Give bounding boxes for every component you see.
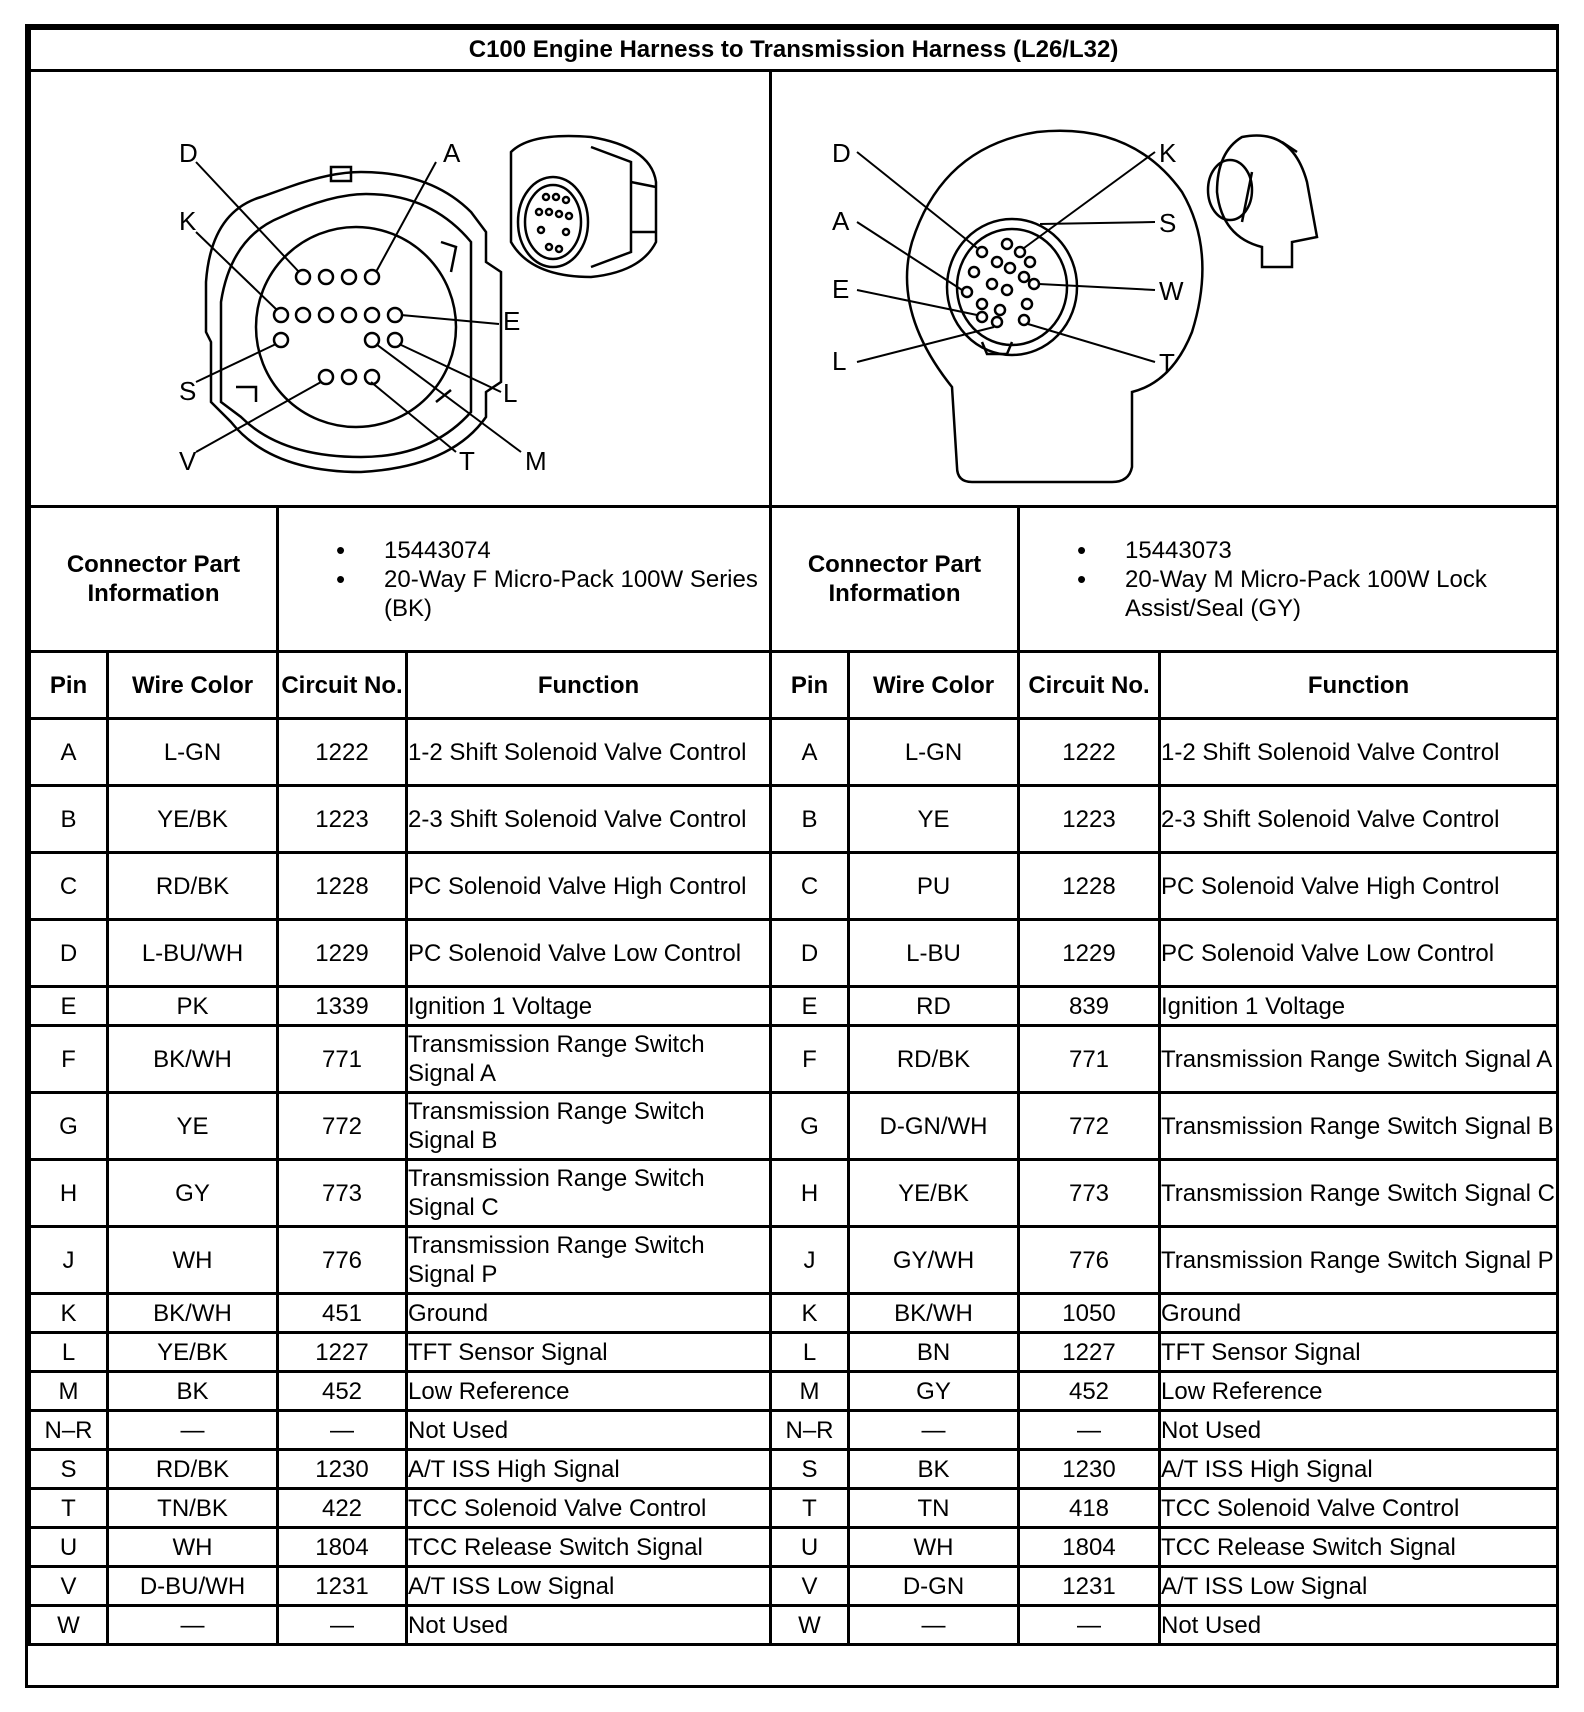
- part-description: • 20-Way F Micro-Pack 100W Series (BK): [279, 565, 769, 623]
- right-connector-drawing: [772, 72, 1559, 505]
- function-cell: Transmission Range Switch Signal A: [1160, 1026, 1558, 1093]
- function-cell: TCC Solenoid Valve Control: [407, 1489, 771, 1528]
- left-part-info-label: Connector Part Information: [30, 507, 278, 652]
- circuit-no-cell: 1231: [278, 1567, 407, 1606]
- function-cell: PC Solenoid Valve High Control: [1160, 853, 1558, 920]
- right-part-info: [1019, 507, 1558, 652]
- function-cell: Transmission Range Switch Signal A: [407, 1026, 771, 1093]
- pin-cell: S: [30, 1450, 108, 1489]
- table-row: [30, 786, 1558, 853]
- table-row: [30, 1160, 1558, 1227]
- circuit-no-cell: 452: [278, 1372, 407, 1411]
- function-cell: PC Solenoid Valve High Control: [407, 853, 771, 920]
- function-cell: Not Used: [1160, 1411, 1558, 1450]
- function-cell: Ignition 1 Voltage: [407, 987, 771, 1026]
- circuit-no-cell: 776: [278, 1227, 407, 1294]
- circuit-no-cell: 1228: [278, 853, 407, 920]
- circuit-no-cell: 1228: [1019, 853, 1160, 920]
- table-row: [30, 853, 1558, 920]
- wire-color-cell: RD/BK: [849, 1026, 1019, 1093]
- pin-label: A: [832, 206, 850, 236]
- circuit-no-cell: 1227: [278, 1333, 407, 1372]
- wire-color-cell: BK: [108, 1372, 278, 1411]
- pin-label: V: [179, 446, 197, 476]
- table-row: [30, 920, 1558, 987]
- pin-cell: J: [771, 1227, 849, 1294]
- left-part-info: [278, 507, 771, 652]
- pin-cell: C: [771, 853, 849, 920]
- function-cell: A/T ISS Low Signal: [1160, 1567, 1558, 1606]
- wire-color-cell: GY/WH: [849, 1227, 1019, 1294]
- wire-color-cell: BK/WH: [849, 1294, 1019, 1333]
- pin-cell: M: [771, 1372, 849, 1411]
- table-row: [30, 1333, 1558, 1372]
- pin-label: L: [832, 346, 847, 376]
- pin-cell: N–R: [30, 1411, 108, 1450]
- header-function: Function: [407, 652, 771, 719]
- circuit-no-cell: —: [278, 1411, 407, 1450]
- circuit-no-cell: —: [278, 1606, 407, 1645]
- pin-cell: U: [30, 1528, 108, 1567]
- function-cell: Not Used: [407, 1411, 771, 1450]
- pin-cell: T: [30, 1489, 108, 1528]
- connector-3d-view: [511, 136, 656, 277]
- wire-color-cell: L-GN: [108, 719, 278, 786]
- wire-color-cell: PK: [108, 987, 278, 1026]
- pin-cell: L: [771, 1333, 849, 1372]
- function-cell: 1-2 Shift Solenoid Valve Control: [1160, 719, 1558, 786]
- pin-row-1: [296, 270, 379, 284]
- wire-color-cell: D-BU/WH: [108, 1567, 278, 1606]
- right-connector-diagram: [771, 71, 1558, 507]
- left-connector-drawing: [31, 72, 772, 505]
- wire-color-cell: YE/BK: [108, 1333, 278, 1372]
- part-description: • 20-Way M Micro-Pack 100W Lock Assist/Seal (GY): [1020, 565, 1556, 623]
- circuit-no-cell: 1223: [1019, 786, 1160, 853]
- function-cell: Low Reference: [407, 1372, 771, 1411]
- header-wire-color: Wire Color: [108, 652, 278, 719]
- function-cell: Not Used: [1160, 1606, 1558, 1645]
- wire-color-cell: RD/BK: [108, 853, 278, 920]
- wire-color-cell: —: [849, 1606, 1019, 1645]
- wire-color-cell: TN: [849, 1489, 1019, 1528]
- pin-cell: L: [30, 1333, 108, 1372]
- pin-cell: N–R: [771, 1411, 849, 1450]
- circuit-no-cell: 772: [1019, 1093, 1160, 1160]
- header-pin: Pin: [771, 652, 849, 719]
- table-row: [30, 987, 1558, 1026]
- function-cell: PC Solenoid Valve Low Control: [1160, 920, 1558, 987]
- wire-color-cell: YE/BK: [849, 1160, 1019, 1227]
- wire-color-cell: L-BU/WH: [108, 920, 278, 987]
- function-cell: Not Used: [407, 1606, 771, 1645]
- pin-cell: K: [30, 1294, 108, 1333]
- pin-cell: H: [30, 1160, 108, 1227]
- pin-cell: G: [771, 1093, 849, 1160]
- function-cell: A/T ISS Low Signal: [407, 1567, 771, 1606]
- function-cell: TFT Sensor Signal: [407, 1333, 771, 1372]
- circuit-no-cell: 771: [278, 1026, 407, 1093]
- table-row: [30, 1411, 1558, 1450]
- pin-cell: W: [30, 1606, 108, 1645]
- table-row: [30, 1528, 1558, 1567]
- pin-cell: F: [771, 1026, 849, 1093]
- connector-table: [28, 27, 1559, 1646]
- circuit-no-cell: 1231: [1019, 1567, 1160, 1606]
- connector-body-outline: [907, 131, 1202, 482]
- circuit-no-cell: 1223: [278, 786, 407, 853]
- wire-color-cell: —: [108, 1606, 278, 1645]
- function-cell: TFT Sensor Signal: [1160, 1333, 1558, 1372]
- circuit-no-cell: 422: [278, 1489, 407, 1528]
- pin-cell: T: [771, 1489, 849, 1528]
- pin-label: T: [459, 446, 475, 476]
- function-cell: A/T ISS High Signal: [407, 1450, 771, 1489]
- pin-cell: V: [30, 1567, 108, 1606]
- circuit-no-cell: 1339: [278, 987, 407, 1026]
- pin-cell: A: [771, 719, 849, 786]
- function-cell: Transmission Range Switch Signal B: [407, 1093, 771, 1160]
- right-part-info-label: Connector Part Information: [771, 507, 1019, 652]
- circuit-no-cell: 1050: [1019, 1294, 1160, 1333]
- wire-color-cell: WH: [108, 1227, 278, 1294]
- pin-cell: K: [771, 1294, 849, 1333]
- wire-color-cell: YE/BK: [108, 786, 278, 853]
- connector-3d-view: [1208, 135, 1317, 267]
- pin-cell: C: [30, 853, 108, 920]
- table-row: [30, 1450, 1558, 1489]
- wire-color-cell: WH: [849, 1528, 1019, 1567]
- header-circuit-no: Circuit No.: [1019, 652, 1160, 719]
- wire-color-cell: —: [849, 1411, 1019, 1450]
- table-row: [30, 1294, 1558, 1333]
- pin-label: E: [832, 274, 850, 304]
- table-row: [30, 1606, 1558, 1645]
- wire-color-cell: D-GN: [849, 1567, 1019, 1606]
- pin-cell: A: [30, 719, 108, 786]
- circuit-no-cell: —: [1019, 1411, 1160, 1450]
- function-cell: Ground: [1160, 1294, 1558, 1333]
- wire-color-cell: YE: [108, 1093, 278, 1160]
- pin-cell: D: [771, 920, 849, 987]
- circuit-no-cell: 771: [1019, 1026, 1160, 1093]
- wire-color-cell: BN: [849, 1333, 1019, 1372]
- pin-cell: G: [30, 1093, 108, 1160]
- function-cell: TCC Release Switch Signal: [407, 1528, 771, 1567]
- pin-cell: B: [30, 786, 108, 853]
- pin-cell: V: [771, 1567, 849, 1606]
- wire-color-cell: YE: [849, 786, 1019, 853]
- pin-cell: E: [771, 987, 849, 1026]
- function-cell: Transmission Range Switch Signal P: [407, 1227, 771, 1294]
- pin-cell: H: [771, 1160, 849, 1227]
- column-headers: [30, 652, 1558, 719]
- table-row: [30, 1026, 1558, 1093]
- page-title: C100 Engine Harness to Transmission Harness (L26/L32): [30, 29, 1558, 71]
- pin-label: M: [525, 446, 547, 476]
- function-cell: Transmission Range Switch Signal B: [1160, 1093, 1558, 1160]
- function-cell: TCC Release Switch Signal: [1160, 1528, 1558, 1567]
- function-cell: TCC Solenoid Valve Control: [1160, 1489, 1558, 1528]
- wire-color-cell: L-BU: [849, 920, 1019, 987]
- pin-cell: S: [771, 1450, 849, 1489]
- circuit-no-cell: 1227: [1019, 1333, 1160, 1372]
- circuit-no-cell: 1229: [278, 920, 407, 987]
- header-circuit-no: Circuit No.: [278, 652, 407, 719]
- table-row: [30, 1227, 1558, 1294]
- pin-cell: E: [30, 987, 108, 1026]
- wire-color-cell: D-GN/WH: [849, 1093, 1019, 1160]
- wire-color-cell: PU: [849, 853, 1019, 920]
- circuit-no-cell: 418: [1019, 1489, 1160, 1528]
- wire-color-cell: WH: [108, 1528, 278, 1567]
- pin-label: E: [503, 306, 521, 336]
- circuit-no-cell: 1222: [278, 719, 407, 786]
- wire-color-cell: L-GN: [849, 719, 1019, 786]
- header-pin: Pin: [30, 652, 108, 719]
- circuit-no-cell: 773: [278, 1160, 407, 1227]
- function-cell: 1-2 Shift Solenoid Valve Control: [407, 719, 771, 786]
- circuit-no-cell: 1230: [1019, 1450, 1160, 1489]
- pin-cell: J: [30, 1227, 108, 1294]
- pin-label: S: [1159, 208, 1177, 238]
- table-row: [30, 719, 1558, 786]
- wire-color-cell: —: [108, 1411, 278, 1450]
- part-number: • 15443074: [279, 536, 769, 565]
- pin-label: S: [179, 376, 197, 406]
- circuit-no-cell: 776: [1019, 1227, 1160, 1294]
- function-cell: 2-3 Shift Solenoid Valve Control: [1160, 786, 1558, 853]
- table-row: [30, 1567, 1558, 1606]
- function-cell: Ground: [407, 1294, 771, 1333]
- function-cell: 2-3 Shift Solenoid Valve Control: [407, 786, 771, 853]
- pin-cell: B: [771, 786, 849, 853]
- pin-leader-lines: [857, 152, 1155, 362]
- circuit-no-cell: —: [1019, 1606, 1160, 1645]
- function-cell: PC Solenoid Valve Low Control: [407, 920, 771, 987]
- circuit-no-cell: 772: [278, 1093, 407, 1160]
- pin-row-3: [274, 333, 402, 347]
- circuit-no-cell: 451: [278, 1294, 407, 1333]
- wire-color-cell: RD/BK: [108, 1450, 278, 1489]
- pin-cell: M: [30, 1372, 108, 1411]
- header-wire-color: Wire Color: [849, 652, 1019, 719]
- function-cell: Transmission Range Switch Signal C: [407, 1160, 771, 1227]
- pin-row-2: [274, 308, 402, 322]
- pin-label: W: [1159, 276, 1184, 306]
- pin-cell: U: [771, 1528, 849, 1567]
- function-cell: A/T ISS High Signal: [1160, 1450, 1558, 1489]
- pin-label: K: [1159, 138, 1177, 168]
- part-number: • 15443073: [1020, 536, 1556, 565]
- circuit-no-cell: 1229: [1019, 920, 1160, 987]
- circuit-no-cell: 773: [1019, 1160, 1160, 1227]
- circuit-no-cell: 452: [1019, 1372, 1160, 1411]
- function-cell: Transmission Range Switch Signal P: [1160, 1227, 1558, 1294]
- function-cell: Transmission Range Switch Signal C: [1160, 1160, 1558, 1227]
- pin-label: A: [443, 138, 461, 168]
- wire-color-cell: BK: [849, 1450, 1019, 1489]
- circuit-no-cell: 1804: [278, 1528, 407, 1567]
- circuit-no-cell: 839: [1019, 987, 1160, 1026]
- pin-cell: W: [771, 1606, 849, 1645]
- header-function: Function: [1160, 652, 1558, 719]
- pin-label: L: [503, 378, 518, 408]
- table-row: [30, 1489, 1558, 1528]
- table-row: [30, 1372, 1558, 1411]
- wire-color-cell: RD: [849, 987, 1019, 1026]
- pin-cell: F: [30, 1026, 108, 1093]
- wire-color-cell: BK/WH: [108, 1026, 278, 1093]
- pin-label: D: [832, 138, 851, 168]
- wire-color-cell: BK/WH: [108, 1294, 278, 1333]
- pin-cell: D: [30, 920, 108, 987]
- wire-color-cell: GY: [849, 1372, 1019, 1411]
- wire-color-cell: GY: [108, 1160, 278, 1227]
- function-cell: Ignition 1 Voltage: [1160, 987, 1558, 1026]
- left-connector-diagram: [30, 71, 771, 507]
- circuit-no-cell: 1230: [278, 1450, 407, 1489]
- wire-color-cell: TN/BK: [108, 1489, 278, 1528]
- table-row: [30, 1093, 1558, 1160]
- pin-label: T: [1159, 348, 1175, 378]
- function-cell: Low Reference: [1160, 1372, 1558, 1411]
- circuit-no-cell: 1222: [1019, 719, 1160, 786]
- pin-row-4: [319, 370, 379, 384]
- connector-sheet: [25, 24, 1559, 1688]
- circuit-no-cell: 1804: [1019, 1528, 1160, 1567]
- pin-label: D: [179, 138, 198, 168]
- pin-label: K: [179, 206, 197, 236]
